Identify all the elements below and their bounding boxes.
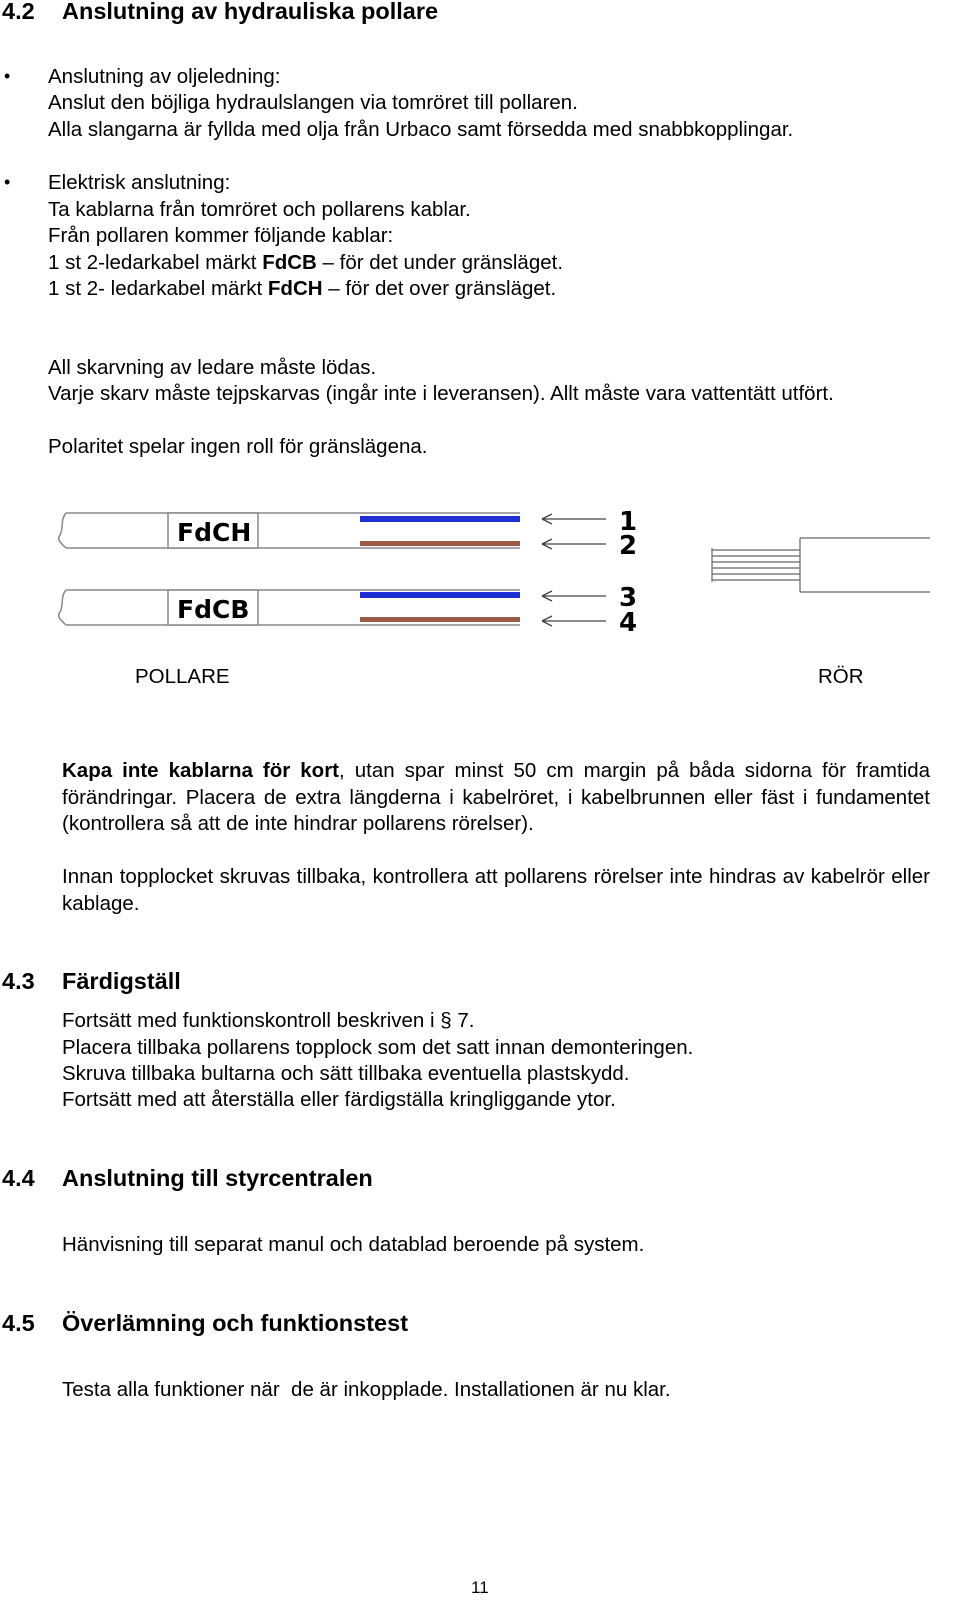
text-line: Fortsätt med att återställa eller färdigställa kringliggande ytor. [62, 1088, 616, 1111]
warning-bold: Kapa inte kablarna för kort [62, 759, 340, 782]
section-heading [2, 1165, 373, 1192]
text-span: – för det over gränsläget. [322, 277, 557, 300]
wire-number-4: 4 [619, 608, 638, 638]
warning-paragraph-2: Innan topplocket skruvas tillbaka, kontrollera att pollarens rörelser inte hindras av kabelrör eller kablage. [62, 865, 930, 915]
text-line: Ta kablarna från tomröret och pollarens kablar. [48, 198, 471, 221]
text-line: Från pollaren kommer följande kablar: [48, 224, 394, 247]
text-line: Elektrisk anslutning: [48, 171, 231, 194]
cable-label-fdcb: FdCB [177, 595, 250, 624]
text-line: Varje skarv måste tejpskarvas (ingår inte i leveransen). Allt måste vara vattentätt utfört. [48, 382, 834, 405]
section-title: Färdigställ [62, 968, 181, 994]
cable-fdcb [59, 590, 520, 625]
text-line: All skarvning av ledare måste lödas. [48, 356, 377, 379]
cable-line-fdch [48, 276, 556, 303]
text-line: Polaritet spelar ingen roll för gränslägena. [48, 435, 428, 458]
section-number: 4.3 [2, 968, 35, 994]
text-line: Skruva tillbaka bultarna och sätt tillbaka eventuella plastskydd. [62, 1062, 630, 1085]
text-line: Anslutning av oljeledning: [48, 65, 281, 88]
text-line: Alla slangarna är fyllda med olja från Urbaco samt försedda med snabbkopplingar. [48, 118, 794, 141]
section-heading [2, 1310, 408, 1337]
warning-paragraph [62, 758, 930, 838]
arrows [542, 514, 606, 626]
caption-ror: RÖR [818, 665, 864, 688]
cable-fdch [59, 513, 520, 548]
section-heading [2, 968, 181, 995]
conduit [712, 538, 930, 592]
bullet-icon: • [4, 66, 11, 86]
text-line: Testa alla funktioner när de är inkopplade. Installationen är nu klar. [62, 1378, 671, 1401]
section-heading [2, 0, 438, 25]
cable-label-fdch: FdCH [177, 518, 252, 547]
cable-code: FdCB [262, 251, 317, 274]
text-line: Placera tillbaka pollarens topplock som det satt innan demonteringen. [62, 1036, 694, 1059]
wire-number-1: 1 [619, 507, 638, 537]
section-title: Anslutning av hydrauliska pollare [62, 0, 439, 24]
text-span: – för det under gränsläget. [316, 251, 564, 274]
text-line: Fortsätt med funktionskontroll beskriven i § 7. [62, 1009, 475, 1032]
text-span: 1 st 2- ledarkabel märkt [48, 277, 268, 300]
text-line: Hänvisning till separat manul och datablad beroende på system. [62, 1233, 645, 1256]
section-title: Anslutning till styrcentralen [62, 1165, 373, 1191]
section-number: 4.2 [2, 0, 35, 24]
wire-number-3: 3 [619, 583, 638, 613]
text-line: Anslut den böjliga hydraulslangen via tomröret till pollaren. [48, 91, 578, 114]
bullet-icon: • [4, 172, 11, 192]
wire-number-2: 2 [619, 531, 638, 561]
warning-text: , utan spar minst 50 cm margin på båda sidorna för framtida förändringar. Placera de extra längderna i kabelröret, i kabelbrunnen eller fäst i fundamentet (kontrollera så att de inte hindrar pollarens rörelser). [62, 759, 931, 836]
caption-pollare: POLLARE [135, 665, 230, 688]
cable-code: FdCH [267, 277, 323, 300]
page-number: 11 [471, 1578, 489, 1597]
section-number: 4.4 [2, 1165, 35, 1191]
text-span: 1 st 2-ledarkabel märkt [48, 251, 263, 274]
section-number: 4.5 [2, 1310, 35, 1336]
section-title: Överlämning och funktionstest [62, 1310, 409, 1336]
cable-line-fdcb [48, 250, 563, 277]
